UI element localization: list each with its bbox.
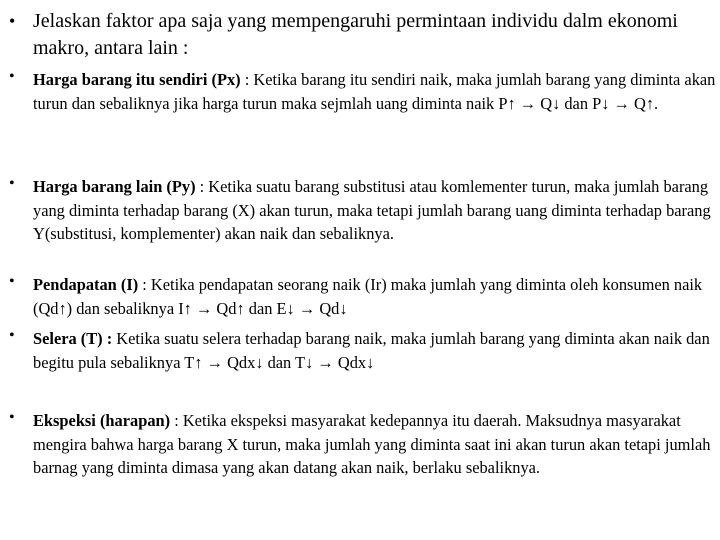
item-body: : Ketika pendapatan seorang naik (Ir) maka jumlah yang diminta oleh konsumen naik (Qd↑) dan sebaliknya I↑ → Qd↑ dan E↓ → Qd↓ bbox=[33, 275, 703, 318]
item-body: : Ketika suatu barang substitusi atau komlementer turun, maka jumlah barang yang diminta terhadap barang (X) akan turun, maka tetapi jumlah barang uang diminta terhadap barang Y(substitusi, komplementer) akan naik dan sebaliknya. bbox=[33, 177, 711, 243]
bullet: • bbox=[9, 327, 15, 344]
item-text bbox=[33, 327, 717, 374]
bullet: • bbox=[9, 68, 15, 85]
item-lead: Harga barang lain (Py) bbox=[33, 177, 196, 196]
item-lead: Pendapatan (I) bbox=[33, 275, 139, 294]
item-text bbox=[33, 273, 717, 320]
item-body: : Ketika barang itu sendiri naik, maka jumlah barang yang diminta akan turun dan sebaliknya jika harga turun maka sejmlah uang diminta naik P↑ → Q↓ dan P↓ → Q↑. bbox=[33, 70, 716, 113]
item-text bbox=[33, 68, 717, 115]
item-lead: Selera (T) : bbox=[33, 329, 113, 348]
bullet: • bbox=[9, 11, 16, 31]
item-body: : Ketika ekspeksi masyarakat kedepannya itu daerah. Maksudnya masyarakat mengira bahwa harga barang X turun, maka jumlah yang diminta saat ini akan turun akan tetapi jumlah barnag yang diminta dimasa yang akan datang akan naik, berlaku sebaliknya. bbox=[33, 411, 711, 477]
item-lead: Ekspeksi (harapan) bbox=[33, 411, 171, 430]
bullet: • bbox=[9, 409, 15, 426]
item-lead: Harga barang itu sendiri (Px) bbox=[33, 70, 241, 89]
item-text bbox=[33, 175, 717, 246]
item-body: Ketika suatu selera terhadap barang naik, maka jumlah barang yang diminta akan naik dan begitu pula sebaliknya T↑ → Qdx↓ dan T↓ → Qdx↓ bbox=[33, 329, 710, 372]
bullet: • bbox=[9, 175, 15, 192]
item-text bbox=[33, 409, 717, 480]
intro-text: Jelaskan faktor apa saja yang mempengaruhi permintaan individu dalm ekonomi makro, antara lain : bbox=[33, 10, 678, 59]
bullet: • bbox=[9, 273, 15, 290]
